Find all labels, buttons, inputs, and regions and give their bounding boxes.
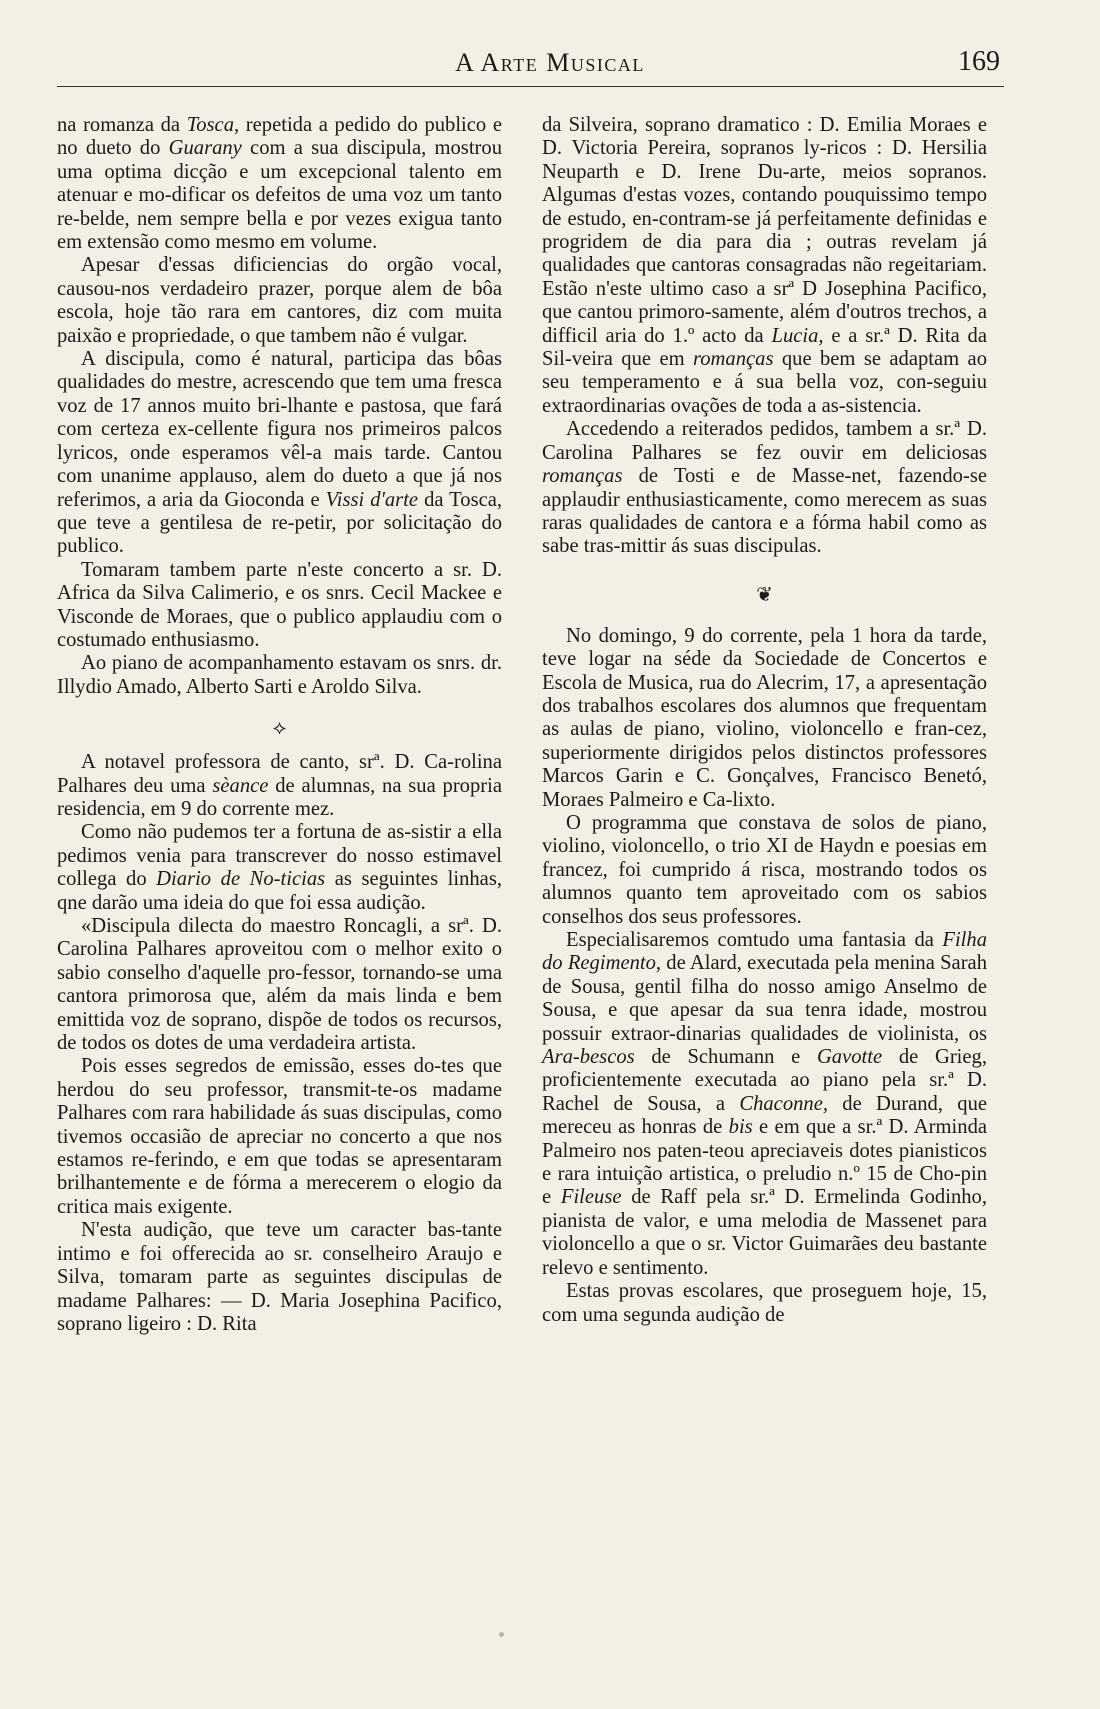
paragraph: Como não pudemos ter a fortuna de as-sistir a ella pedimos venia para transcrever do nosso estimavel collega do Diario de No-ticias as seguintes linhas, qne darão uma ideia do que foi essa audição. — [57, 821, 502, 914]
fleuron-ornament-icon: ❦ — [756, 583, 773, 606]
paper-speck — [499, 1632, 504, 1637]
header-rule — [57, 86, 1004, 87]
running-title: A Arte Musical — [455, 48, 645, 77]
paragraph: A discipula, como é natural, participa das bôas qualidades do mestre, acrescendo que tem uma fresca voz de 17 annos muito bri-lhante e pastosa, que fará com certeza ex-cellente figura nos primeiros palcos lyricos, onde esperamos vêl-a mais tarde. Cantou com unanime applauso, alem do dueto a que já nos referimos, a aria da Gioconda e Vissi d'arte da Tosca, que teve a gentilesa de re-petir, por solicitação do publico. — [57, 348, 503, 558]
paragraph: Especialisaremos comtudo uma fantasia da Filha do Regimento, de Alard, executada pela menina Sarah de Sousa, gentil filha do nosso amigo Anselmo de Sousa, e que apesar da sua tenra idade, mostrou possuir extraor-dinarias qualidades de violinista, os Ara-bescos de Schumann e Gavotte de Grieg, proficientemente executada ao piano pela sr.ª D. Rachel de Sousa, a Chaconne, de Durand, que mereceu as honras de bis e em que a sr.ª D. Arminda Palmeiro nos paten-teou apreciaveis dotes pianisticos e rara intuição artistica, o preludio n.º 15 de Cho-pin e Fileuse de Raff pela sr.ª D. Ermelinda Godinho, pianista de valor, e uma melodia de Massenet para violoncello a que o sr. Victor Guimarães deu bastante relevo e sentimento. — [542, 929, 988, 1279]
paragraph: «Discipula dilecta do maestro Roncagli, a srª. D. Carolina Palhares aproveitou com o melhor exito o sabio conselho d'aquelle pro-fessor, tornando-se uma cantora primorosa que, além da mais linda e bem emittida voz de soprano, dispõe de todos os recursos, de todos os dotes de uma verdadeira artista. — [57, 915, 502, 1055]
right-column — [542, 114, 987, 1327]
page-header — [0, 0, 1100, 92]
paragraph: Tomaram tambem parte n'este concerto a sr. D. Africa da Silva Calimerio, e os snrs. Cecil Mackee e Visconde de Moraes, que o publico applaudiu com o costumado enthusiasmo. — [57, 558, 502, 651]
paragraph: Estas provas escolares, que proseguem hoje, 15, com uma segunda audição de — [542, 1280, 987, 1326]
paragraph: da Silveira, soprano dramatico : D. Emilia Moraes e D. Victoria Pereira, sopranos ly-ricos : D. Hersilia Neuparth e D. Irene Du-arte, meios sopranos. Algumas d'estas vozes, contando pouquissimo tempo de estudo, en-contram-se já perfeitamente definidas e progridem de dia para dia ; outras revelam já qualidades que cantoras consagradas não regeitariam. Estão n'este ultimo caso a srª D Josephina Pacifico, que cantou primoro-samente, além d'outros trechos, a difficil aria do 1.º acto da Lucia, e a sr.ª D. Rita da Sil-veira que em romanças que bem se adaptam ao seu temperamento e á sua bella voz, con-seguiu extraordinarias ovações de toda a as-sistencia. — [542, 114, 987, 417]
paragraph: A notavel professora de canto, srª. D. Ca-rolina Palhares deu uma sèance de alumnas, na sua propria residencia, em 9 do corrente mez. — [57, 751, 502, 820]
paragraph: na romanza da Tosca, repetida a pedido do publico e no dueto do Guarany com a sua discipula, mostrou uma optima dicção e um excepcional talento em atenuar e mo-dificar os defeitos de uma voz um tanto re-belde, nem sempre bella e por vezes exigua tanto em extensão como mesmo em volume. — [57, 114, 502, 254]
paragraph: O programma que constava de solos de piano, violino, violoncello, o trio XI de Haydn e poesias em francez, foi cumprido á risca, mostrando todos os alumnos quanto tem aproveitado com os sabios conselhos dos seus professores. — [542, 811, 987, 928]
paragraph: No domingo, 9 do corrente, pela 1 hora da tarde, teve logar na séde da Sociedade de Concertos e Escola de Musica, rua do Alecrim, 17, a apresentação dos trabalhos escolares dos alumnos que frequentam as aulas de piano, violino, violoncello e fran-cez, superiormente dirigidos pelos distinctos professores Marcos Garin e C. Gonçalves, Francisco Benetó, Moraes Palmeiro e Ca-lixto. — [542, 624, 987, 811]
paragraph: Ao piano de acompanhamento estavam os snrs. dr. Illydio Amado, Alberto Sarti e Aroldo Silva. — [57, 652, 502, 698]
left-column — [57, 114, 502, 1336]
paragraph: N'esta audição, que teve um caracter bas-tante intimo e foi offerecida ao sr. conselheiro Araujo e Silva, tomaram parte as seguintes discipulas de madame Palhares: — D. Maria Josephina Pacifico, soprano ligeiro : D. Rita — [57, 1219, 502, 1335]
paragraph: Apesar d'essas dificiencias do orgão vocal, causou-nos verdadeiro prazer, porque alem de bôa escola, hoje tão rara em cantores, diz com muita paixão e propriedade, o que tambem não é vulgar. — [57, 254, 502, 347]
page-number: 169 — [958, 46, 1000, 77]
paragraph: Pois esses segredos de emissão, esses do-tes que herdou do seu professor, transmit-te-os madame Palhares com rara habilidade ás suas discipulas, como tivemos occasião de apreciar no concerto a que nos estamos re-ferindo, e em que todas se apresentaram brilhantemente e de fórma a merecerem o elogio da critica mais exigente. — [57, 1055, 502, 1218]
section-ornament-icon: ⟡ — [272, 717, 287, 740]
paragraph: Accedendo a reiterados pedidos, tambem a sr.ª D. Carolina Palhares se fez ouvir em deliciosas romanças de Tosti e de Masse-net, fazendo-se applaudir enthusiasticamente, como merecem as suas raras qualidades de cantora e a fórma habil como as sabe tras-mittir ás suas discipulas. — [542, 418, 987, 558]
